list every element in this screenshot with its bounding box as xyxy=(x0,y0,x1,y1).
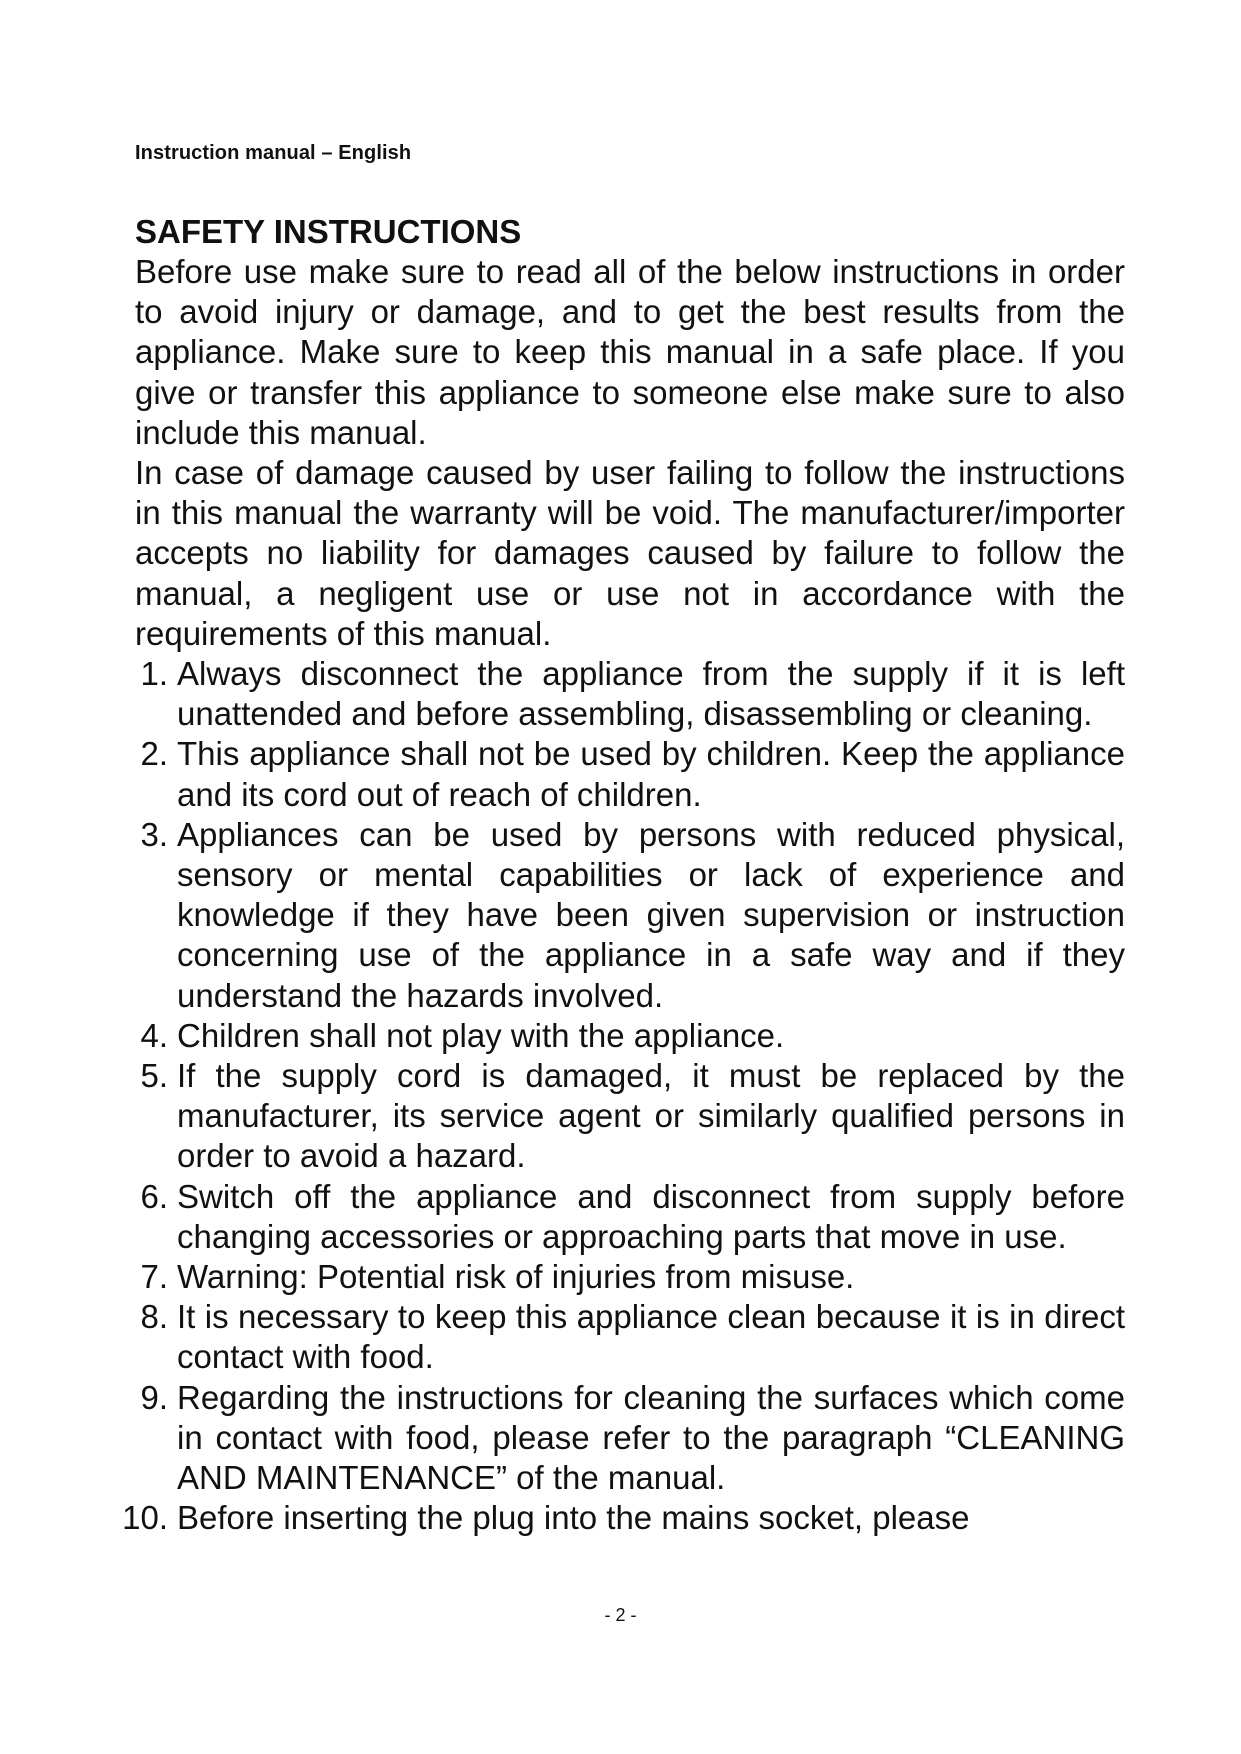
instruction-list xyxy=(122,654,1125,1538)
list-item-text: Regarding the instructions for cleaning the surfaces which come in contact with food, please refer to the paragraph “CLEANING AND MAINTENANCE” of the manual. xyxy=(177,1378,1125,1497)
list-item xyxy=(135,1016,1125,1056)
list-item-text: This appliance shall not be used by children. Keep the appliance and its cord out of reach of children. xyxy=(177,735,1125,813)
section-title: SAFETY INSTRUCTIONS xyxy=(135,213,522,250)
list-item-text: Switch off the appliance and disconnect from supply before changing accessories or approaching parts that move in use. xyxy=(177,1177,1125,1255)
manual-header-label: Instruction manual – English xyxy=(135,142,412,164)
list-item-number: 8. xyxy=(140,1298,168,1336)
list-item xyxy=(135,734,1125,814)
liability-paragraph: In case of damage caused by user failing to follow the instructions in this manual the warranty will be void. The manufacturer/importer accepts no liability for damages caused by failure to follow the manual, a negligent use or use not in accordance with the requirements of this manual. xyxy=(135,454,1125,652)
intro-paragraph: Before use make sure to read all of the below instructions in order to avoid injury or damage, and to get the best results from the appliance. Make sure to keep this manual in a safe place. If you give or transfer this appliance to someone else make sure to also include this manual. xyxy=(135,253,1125,451)
list-item xyxy=(135,1177,1125,1257)
list-item xyxy=(135,1378,1125,1499)
list-item xyxy=(122,1498,1125,1538)
list-item-number: 9. xyxy=(140,1378,168,1416)
list-item-text: Always disconnect the appliance from the supply if it is left unattended and before assembling, disassembling or cleaning. xyxy=(177,655,1125,733)
safety-instructions-section xyxy=(122,212,1125,1539)
list-item-number: 4. xyxy=(140,1016,168,1054)
list-item-number: 6. xyxy=(140,1177,168,1215)
list-item-number: 10. xyxy=(122,1499,168,1537)
list-item xyxy=(135,1056,1125,1177)
list-item-text: Warning: Potential risk of injuries from misuse. xyxy=(177,1258,855,1296)
list-item-text: It is necessary to keep this appliance clean because it is in direct contact with food. xyxy=(177,1298,1125,1376)
list-item-number: 5. xyxy=(140,1057,168,1095)
list-item-number: 7. xyxy=(140,1258,168,1296)
list-item xyxy=(135,1297,1125,1377)
list-item-text: Before inserting the plug into the mains socket, please xyxy=(177,1499,970,1537)
page-number: - 2 - xyxy=(604,1605,637,1625)
list-item-text: Appliances can be used by persons with reduced physical, sensory or mental capabilities or lack of experience and knowledge if they have been given supervision or instruction concerning use of the appliance in a safe way and if they understand the hazards involved. xyxy=(177,815,1125,1014)
list-item-number: 1. xyxy=(140,655,168,693)
list-item-number: 2. xyxy=(140,735,168,773)
list-item-number: 3. xyxy=(140,815,168,853)
list-item xyxy=(135,1257,1125,1297)
list-item xyxy=(135,654,1125,734)
list-item xyxy=(135,815,1125,1016)
list-item-text: If the supply cord is damaged, it must be replaced by the manufacturer, its service agent or similarly qualified persons in order to avoid a hazard. xyxy=(177,1057,1125,1175)
list-item-text: Children shall not play with the appliance. xyxy=(177,1016,785,1054)
